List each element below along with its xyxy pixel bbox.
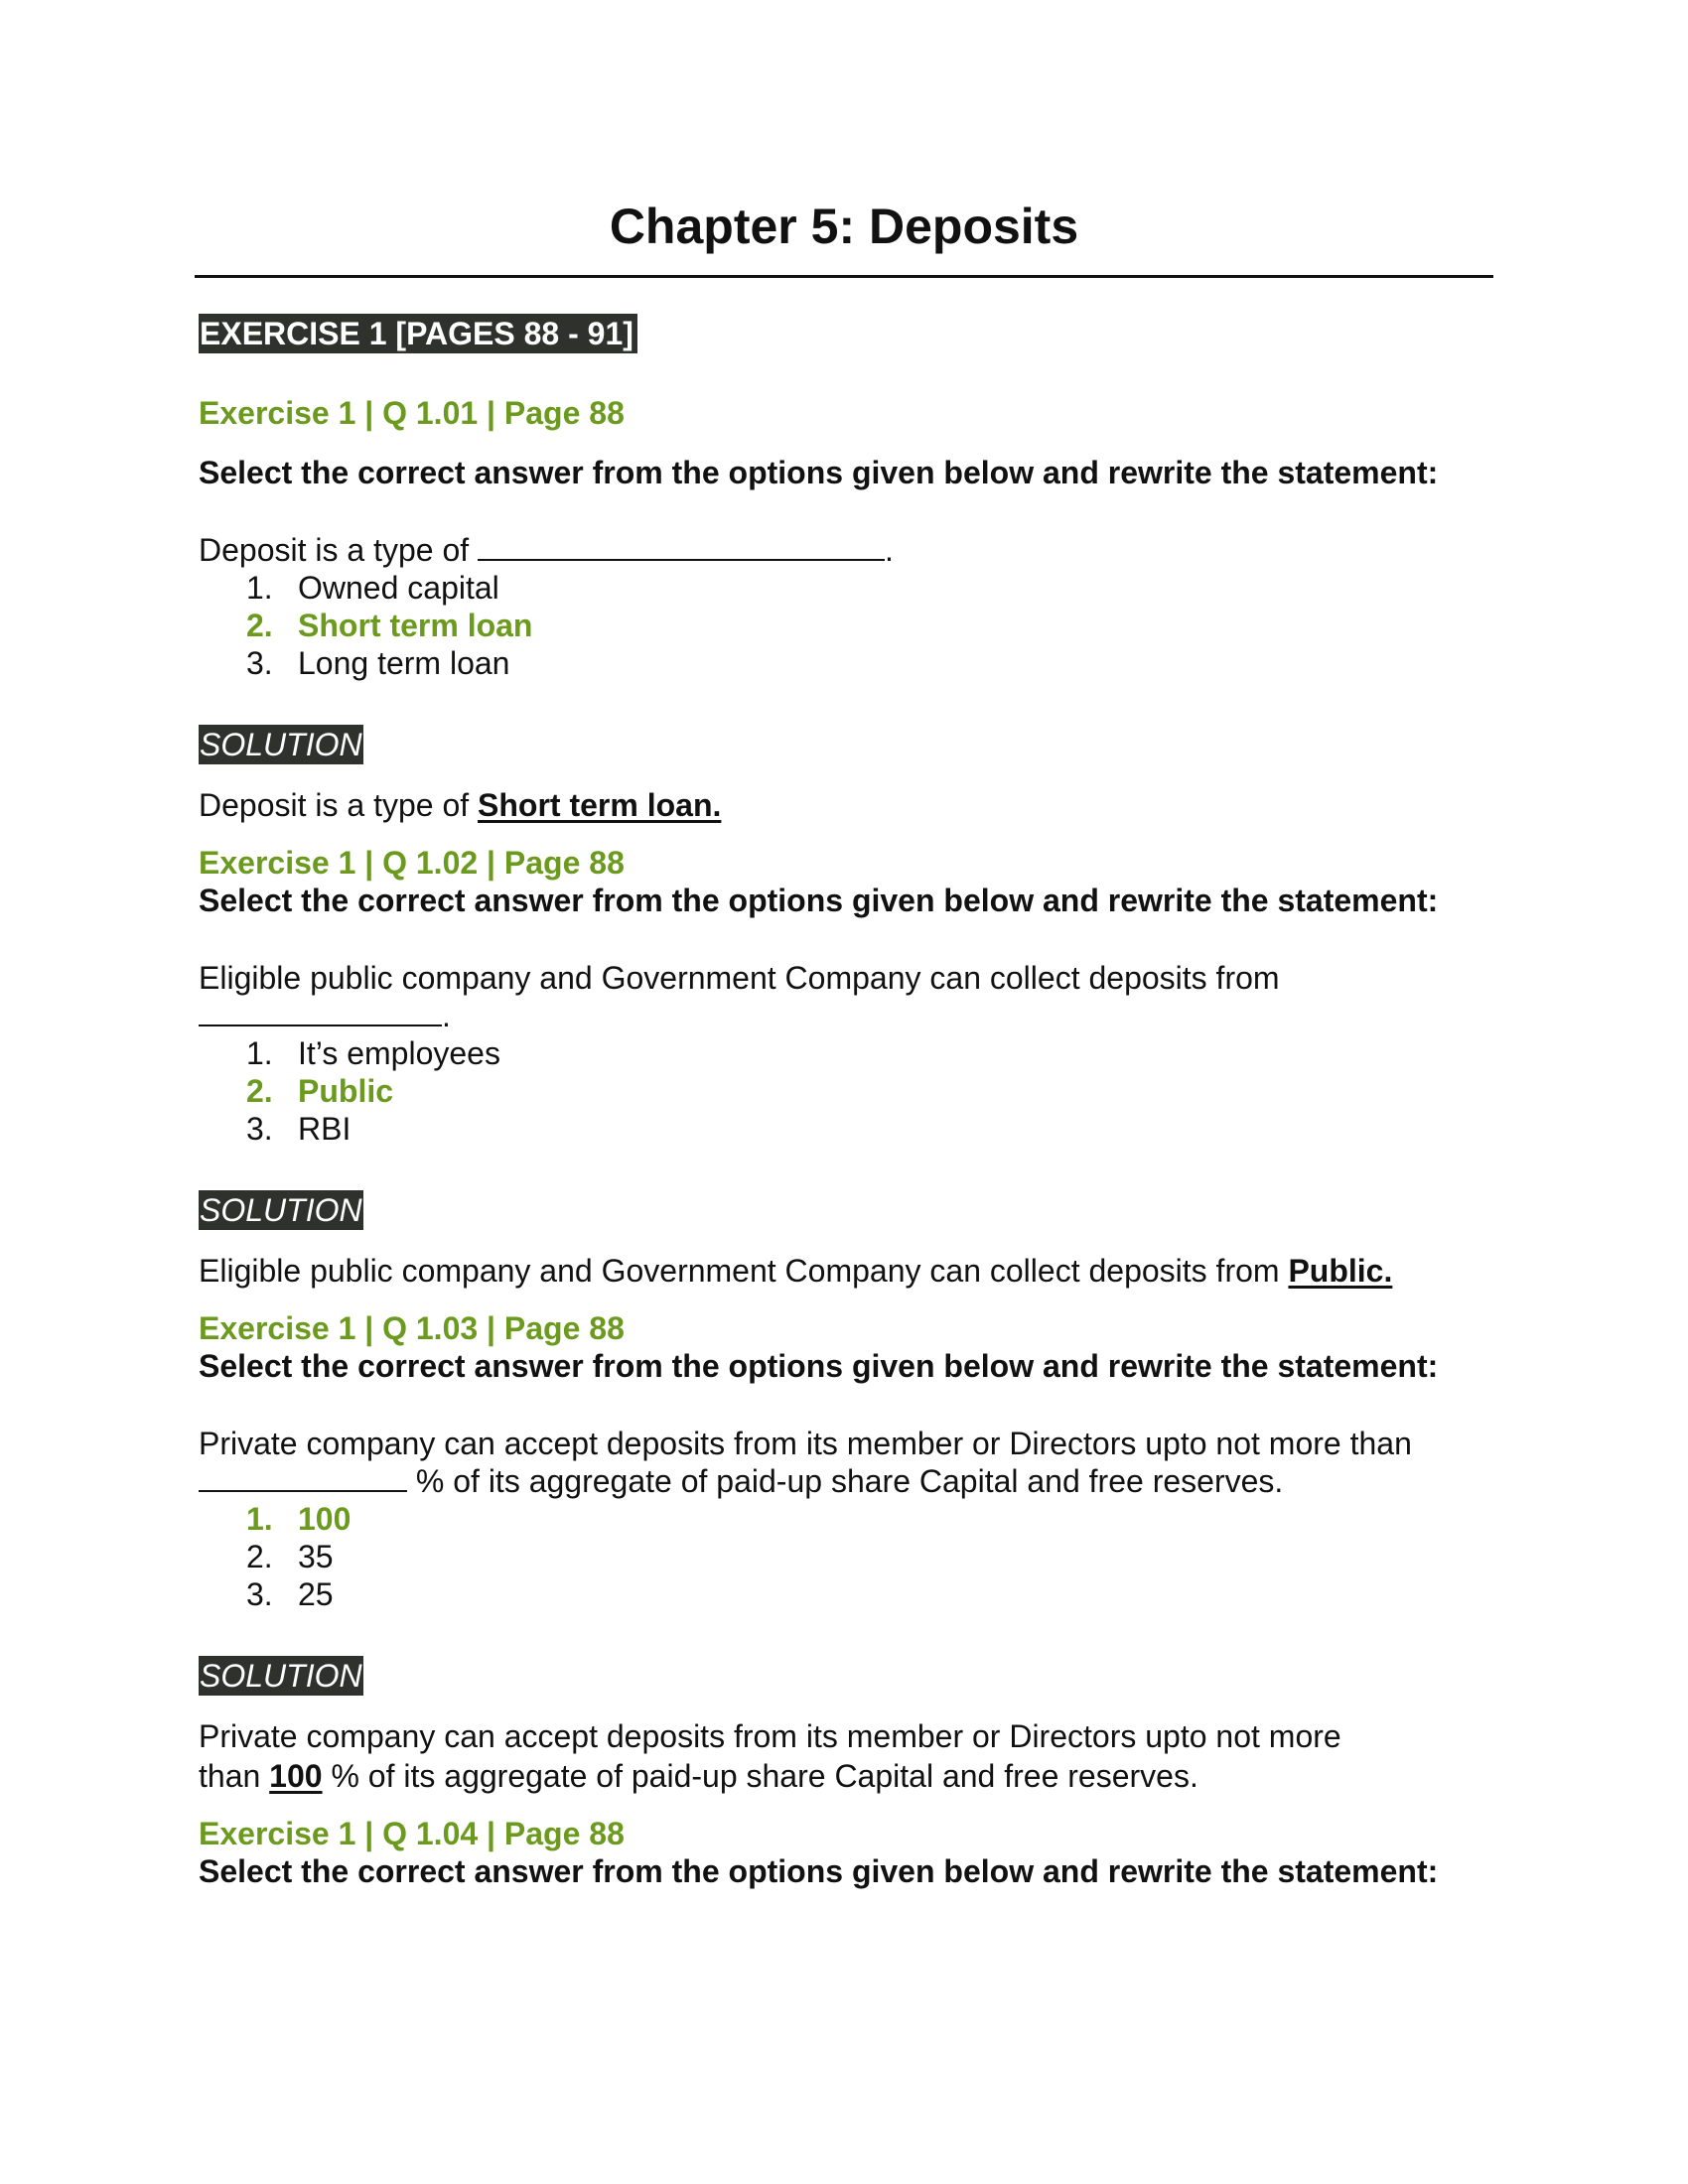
option-item-correct: 1. 100 <box>246 1501 352 1537</box>
option-item: 3. 25 <box>246 1576 334 1612</box>
solution-text: Eligible public company and Government Company can collect deposits from Public. <box>199 1253 1393 1289</box>
option-item: 3. Long term loan <box>246 645 510 681</box>
question-heading: Exercise 1 | Q 1.04 | Page 88 <box>199 1816 625 1851</box>
question-instruction: Select the correct answer from the options given below and rewrite the statement: <box>199 1853 1439 1889</box>
chapter-title: Chapter 5: Deposits <box>609 199 1079 254</box>
solution-tag: SOLUTION <box>200 1192 362 1228</box>
question-heading: Exercise 1 | Q 1.01 | Page 88 <box>199 395 625 431</box>
question-statement: Private company can accept deposits from its member or Directors upto not more than % of its aggregate of paid-up share Capital and free reserves. <box>199 1426 1412 1499</box>
exercise-section-tag: EXERCISE 1 [PAGES 88 - 91] <box>199 314 637 353</box>
option-item-correct: 2. Short term loan <box>246 608 533 643</box>
solution-answer: Short term loan. <box>478 787 722 823</box>
option-item: 1. It’s employees <box>246 1035 500 1071</box>
question-instruction: Select the correct answer from the options given below and rewrite the statement: <box>199 883 1439 918</box>
solution-answer: 100 <box>269 1758 323 1794</box>
answer-blank <box>199 997 442 1026</box>
option-item: 3. RBI <box>246 1111 352 1147</box>
question-statement: Eligible public company and Government Company can collect deposits from . <box>199 960 1280 1033</box>
solution-tag: SOLUTION <box>200 727 362 762</box>
question-heading: Exercise 1 | Q 1.02 | Page 88 <box>199 845 625 881</box>
question-heading: Exercise 1 | Q 1.03 | Page 88 <box>199 1310 625 1346</box>
answer-blank <box>199 1462 407 1492</box>
solution-tag: SOLUTION <box>200 1658 362 1694</box>
title-divider <box>195 275 1493 278</box>
solution-text: Deposit is a type of Short term loan. <box>199 787 722 823</box>
question-instruction: Select the correct answer from the options given below and rewrite the statement: <box>199 1348 1439 1384</box>
option-item-correct: 2. Public <box>246 1073 394 1109</box>
question-instruction: Select the correct answer from the options given below and rewrite the statement: <box>199 455 1439 490</box>
option-item: 2. 35 <box>246 1539 334 1574</box>
question-statement: Deposit is a type of . <box>199 532 894 568</box>
solution-answer: Public. <box>1288 1253 1393 1289</box>
answer-blank <box>478 531 885 561</box>
option-item: 1. Owned capital <box>246 570 499 606</box>
solution-text: Private company can accept deposits from its member or Directors upto not more than 100 % of its aggregate of paid-up share Capital and free reserves. <box>199 1718 1341 1794</box>
